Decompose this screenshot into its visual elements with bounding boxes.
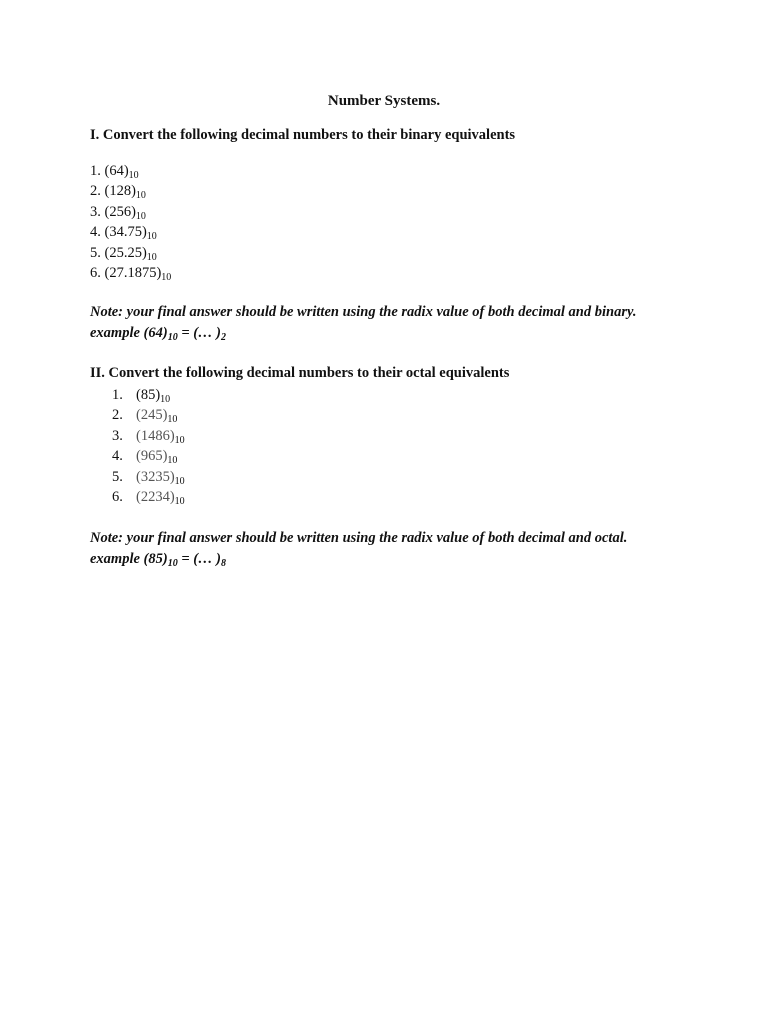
- list-item: 6. $(2234)_{10}$: [112, 488, 185, 507]
- list-item: 4. $(965)_{10}$: [112, 448, 178, 467]
- list-item: 3. $(256)_{10}$: [90, 203, 146, 222]
- page-title: Number Systems.: [327, 93, 441, 109]
- list-item: 3. $(1486)_{10}$: [112, 427, 185, 446]
- list-item: 1. $(85)_{10}$: [112, 387, 171, 405]
- list-item: 4. $(34.75)_{10}$: [90, 224, 157, 243]
- list-item: 6. $(27.1875)_{10}$: [90, 264, 172, 283]
- section1-list: [90, 161, 171, 283]
- section2-heading: II. Convert the following decimal numbers to their octal equivalents: [90, 365, 510, 381]
- note-example: example $(64)_{10}$ = (… )$_2$: [90, 325, 227, 343]
- section1-heading: I. Convert the following decimal numbers to their binary equivalents: [90, 127, 516, 143]
- section1-note: [90, 302, 637, 344]
- list-item: 2. $(128)_{10}$: [90, 183, 146, 202]
- note-text: Note: your final answer should be written using the radix value of both decimal and octal.: [90, 530, 628, 546]
- section2-list: [112, 385, 185, 507]
- note-example: example $(85)_{10}$ = (… )$_8$: [90, 551, 227, 569]
- list-item: 5. $(25.25)_{10}$: [90, 244, 157, 263]
- list-item: 1. $(64)_{10}$: [90, 163, 139, 181]
- list-item: 5. $(3235)_{10}$: [112, 468, 185, 487]
- note-text: Note: your final answer should be written using the radix value of both decimal and binary.: [90, 304, 637, 320]
- list-item: 2. $(245)_{10}$: [112, 407, 178, 426]
- section2-note: [90, 528, 627, 570]
